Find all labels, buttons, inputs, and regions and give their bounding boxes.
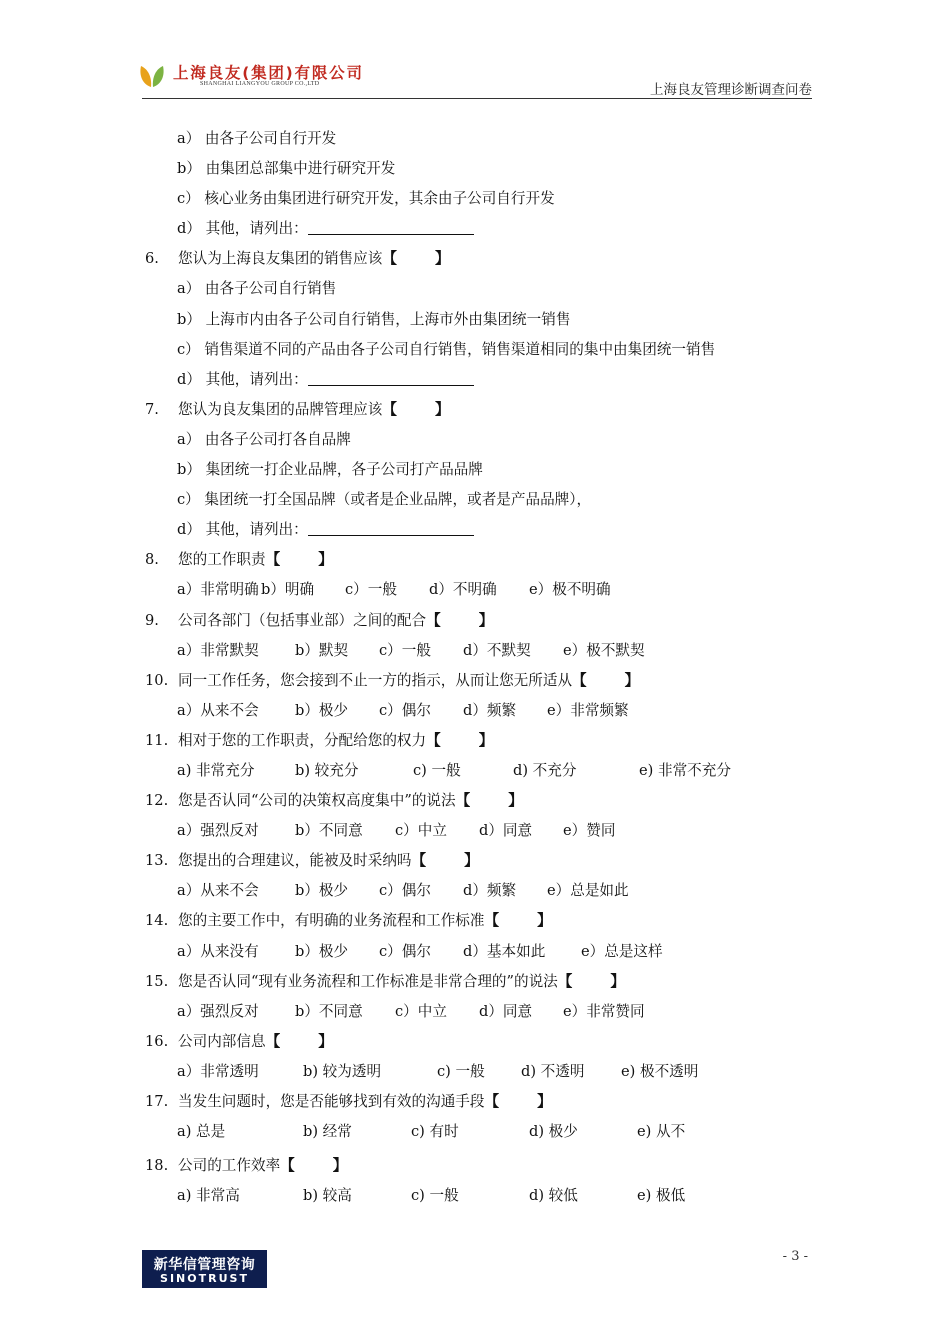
option-item: c） 核心业务由集团进行研究开发，其余由子公司自行开发: [177, 190, 555, 208]
answer-bracket-open: 【: [411, 852, 427, 870]
answer-bracket-close: 】: [610, 972, 625, 990]
question-text: 您是否认同“现有业务流程和工作标准是非常合理的”的说法: [178, 972, 558, 990]
question-text: 当发生问题时，您是否能够找到有效的沟通手段: [178, 1093, 485, 1110]
option-c: c）中立: [395, 1002, 447, 1020]
page-number: - 3 -: [782, 1249, 808, 1264]
option-row: [143, 756, 823, 786]
option-a: a) 非常充分: [177, 761, 255, 779]
page-header: [142, 58, 812, 100]
question-text: 您的工作职责: [178, 551, 266, 569]
footer-logo-en: SINOTRUST: [160, 1272, 249, 1285]
option-d: d）同意: [479, 822, 533, 840]
option-b: b）默契: [295, 641, 349, 659]
question-11: [143, 726, 823, 756]
question-10: [143, 666, 823, 696]
option-e: e) 极低: [637, 1187, 686, 1205]
question-6: [143, 244, 823, 274]
option-item: [143, 365, 823, 395]
option-a: a) 非常高: [177, 1187, 240, 1205]
option-item: b） 集团统一打企业品牌，各子公司打产品品牌: [177, 461, 483, 479]
answer-bracket-open: 【: [280, 1157, 295, 1175]
option-row: [143, 816, 823, 846]
option-d: d) 极少: [529, 1123, 578, 1141]
question-number: 13.: [145, 852, 169, 870]
header-divider: [142, 98, 812, 99]
option-item: [143, 214, 823, 244]
question-number: 10.: [145, 671, 169, 689]
option-e: e）总是如此: [547, 882, 629, 900]
option-d: d) 不透明: [521, 1062, 585, 1080]
question-text: 公司的工作效率: [178, 1157, 281, 1175]
company-name-en: SHANGHAI LIANGYOU GROUP CO.,LTD: [200, 81, 320, 87]
option-a: a）强烈反对: [177, 822, 259, 840]
answer-bracket-close: 】: [478, 611, 494, 629]
fill-in-blank[interactable]: [308, 522, 474, 536]
option-d: d) 较低: [529, 1187, 578, 1205]
question-number: 17.: [145, 1093, 169, 1110]
question-14: [143, 906, 823, 936]
question-number: 18.: [145, 1157, 169, 1175]
option-a: a）非常明确: [177, 581, 259, 599]
question-text: 公司内部信息: [178, 1032, 266, 1050]
option-item: b） 由集团总部集中进行研究开发: [177, 160, 396, 178]
option-e: e) 极不透明: [621, 1062, 699, 1080]
option-b: b）不同意: [295, 1002, 363, 1020]
option-b: b）明确: [261, 581, 315, 599]
option-d: d）频繁: [463, 882, 517, 900]
answer-bracket-open: 【: [572, 671, 587, 689]
question-text: 您是否认同“公司的决策权高度集中”的说法: [178, 792, 456, 810]
question-13: [143, 846, 823, 876]
option-e: e）极不明确: [529, 581, 611, 599]
sinotrust-logo: [142, 1250, 267, 1288]
question-9: [143, 606, 823, 636]
option-row: [143, 937, 823, 967]
option-e: e）非常赞同: [563, 1002, 645, 1020]
fill-in-blank[interactable]: [308, 221, 474, 235]
option-item: b） 上海市内由各子公司自行销售，上海市外由集团统一销售: [177, 310, 571, 328]
question-number: 8.: [145, 551, 159, 569]
option-text: d） 其他，请列出：: [177, 521, 308, 539]
option-e: e）极不默契: [563, 641, 645, 659]
option-item: c） 销售渠道不同的产品由各子公司自行销售，销售渠道相同的集中由集团统一销售: [177, 340, 716, 358]
question-16: [143, 1027, 823, 1057]
option-d: d) 不充分: [513, 761, 577, 779]
option-a: a）从来不会: [177, 701, 259, 719]
question-number: 9.: [145, 611, 159, 629]
answer-bracket-close: 】: [478, 731, 494, 749]
question-text: 相对于您的工作职责，分配给您的权力: [178, 731, 427, 749]
question-text: 您提出的合理建议，能被及时采纳吗: [178, 852, 412, 870]
document-title: 上海良友管理诊断调查问卷: [650, 82, 812, 98]
answer-bracket-close: 】: [508, 792, 523, 810]
question-text: 同一工作任务，您会接到不止一方的指示，从而让您无所适从: [178, 671, 573, 689]
question-number: 16.: [145, 1032, 169, 1050]
question-18: [143, 1151, 823, 1181]
option-row: [143, 696, 823, 726]
option-item: c） 集团统一打全国品牌（或者是企业品牌，或者是产品品牌），: [177, 491, 592, 509]
option-b: b) 较为透明: [303, 1062, 382, 1080]
answer-bracket-open: 【: [426, 611, 441, 629]
option-c: c）一般: [345, 581, 397, 599]
option-a: a）非常透明: [177, 1062, 259, 1080]
answer-bracket-open: 【: [455, 792, 471, 810]
answer-bracket-close: 】: [318, 551, 333, 569]
option-row: [143, 997, 823, 1027]
answer-bracket-close: 】: [332, 1157, 348, 1175]
answer-bracket-open: 【: [382, 250, 397, 268]
option-b: b）不同意: [295, 822, 363, 840]
question-text: 您认为上海良友集团的销售应该: [178, 250, 383, 268]
option-row: [143, 1181, 823, 1211]
answer-bracket-close: 】: [434, 250, 450, 268]
option-b: b）极少: [295, 701, 349, 719]
answer-bracket-open: 【: [426, 731, 441, 749]
option-c: c）偶尔: [379, 701, 431, 719]
question-15: [143, 967, 823, 997]
option-e: e）非常频繁: [547, 701, 629, 719]
option-row: [143, 636, 823, 666]
option-c: c) 一般: [437, 1062, 485, 1080]
option-a: a）强烈反对: [177, 1002, 259, 1020]
question-number: 15.: [145, 972, 169, 990]
option-item: a） 由各子公司打各自品牌: [177, 430, 351, 448]
question-number: 11.: [145, 731, 169, 749]
option-row: [143, 575, 823, 605]
leaf-logo-icon: [138, 64, 166, 88]
answer-bracket-open: 【: [484, 1093, 500, 1110]
option-c: c) 有时: [411, 1123, 459, 1141]
option-b: b）极少: [295, 942, 349, 960]
option-c: c）偶尔: [379, 882, 431, 900]
option-item: [143, 515, 823, 545]
answer-bracket-open: 【: [382, 400, 397, 418]
company-name-cn: 上海良友(集团)有限公司: [173, 64, 364, 82]
option-b: b）极少: [295, 882, 349, 900]
option-a: a）非常默契: [177, 641, 259, 659]
option-e: e）赞同: [563, 822, 616, 840]
option-b: b) 较高: [303, 1187, 352, 1205]
answer-bracket-open: 【: [265, 551, 281, 569]
option-d: d）同意: [479, 1002, 533, 1020]
option-item: a） 由各子公司自行开发: [177, 130, 337, 147]
answer-bracket-open: 【: [557, 972, 573, 990]
option-item: a） 由各子公司自行销售: [177, 280, 337, 298]
option-text: d） 其他，请列出：: [177, 370, 308, 388]
option-row: [143, 1117, 823, 1147]
option-a: a）从来没有: [177, 942, 259, 960]
option-d: d）不默契: [463, 641, 531, 659]
answer-bracket-close: 】: [537, 1093, 552, 1110]
question-number: 12.: [145, 792, 169, 810]
questionnaire-body: [143, 124, 823, 1211]
option-e: e) 从不: [637, 1123, 686, 1141]
question-text: 您认为良友集团的品牌管理应该: [178, 400, 383, 418]
option-b: b) 较充分: [295, 761, 359, 779]
question-number: 7.: [145, 400, 159, 418]
option-a: a) 总是: [177, 1123, 226, 1141]
question-12: [143, 786, 823, 816]
answer-bracket-open: 【: [484, 912, 500, 930]
option-e: e) 非常不充分: [639, 761, 731, 779]
answer-bracket-close: 】: [318, 1032, 333, 1050]
question-7: [143, 395, 823, 425]
option-d: d）不明确: [429, 581, 497, 599]
option-e: e）总是这样: [581, 942, 663, 960]
answer-bracket-close: 】: [434, 400, 450, 418]
option-c: c) 一般: [411, 1187, 459, 1205]
option-d: d）基本如此: [463, 942, 546, 960]
footer-logo-cn: 新华信管理咨询: [153, 1257, 256, 1273]
option-d: d）频繁: [463, 701, 517, 719]
option-b: b) 经常: [303, 1123, 352, 1141]
option-c: c）一般: [379, 641, 431, 659]
answer-bracket-close: 】: [464, 852, 479, 870]
option-row: [143, 876, 823, 906]
question-text: 您的主要工作中，有明确的业务流程和工作标准: [178, 912, 485, 930]
answer-bracket-close: 】: [624, 671, 640, 689]
fill-in-blank[interactable]: [308, 372, 474, 386]
option-a: a）从来不会: [177, 882, 259, 900]
answer-bracket-open: 【: [265, 1032, 281, 1050]
option-c: c）偶尔: [379, 942, 431, 960]
option-text: d） 其他，请列出：: [177, 220, 308, 238]
question-8: [143, 545, 823, 575]
option-c: c）中立: [395, 822, 447, 840]
question-text: 公司各部门（包括事业部）之间的配合: [178, 611, 427, 629]
answer-bracket-close: 】: [537, 912, 552, 930]
question-17: [143, 1087, 823, 1117]
question-number: 14.: [145, 912, 169, 930]
option-row: [143, 1057, 823, 1087]
option-c: c) 一般: [413, 761, 461, 779]
question-number: 6.: [145, 250, 159, 268]
